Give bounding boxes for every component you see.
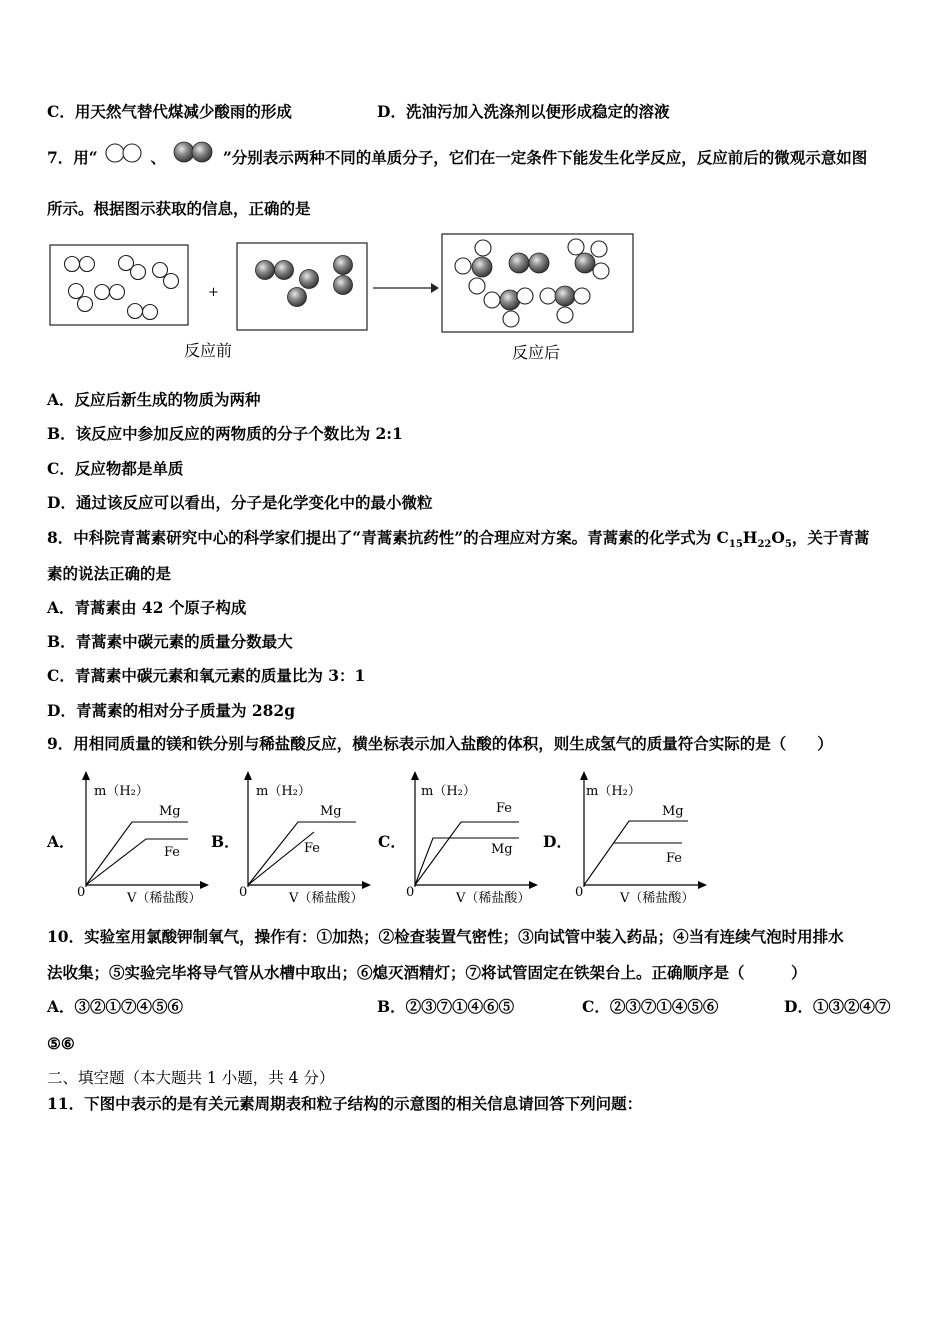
q9-c-top-label: Fe: [496, 801, 513, 816]
q7-stem-line2: 所示。根据图示获取的信息，正确的是: [47, 199, 311, 218]
q9-b-ylabel: m（H₂）: [256, 784, 311, 799]
q9-b-bottom-label: Fe: [304, 841, 321, 856]
q8-sub-o: 5: [784, 539, 792, 551]
q9-stem: 9．用相同质量的镁和铁分别与稀盐酸反应，横坐标表示加入盐酸的体积，则生成氢气的质量符合实际的是（ ）: [47, 734, 833, 753]
q9-d-xlabel: V（稀盐酸）: [620, 891, 695, 906]
q9-graph-a: [72, 770, 212, 910]
gray-molecule-icon: [171, 141, 217, 167]
q9-a-bottom-label: Fe: [164, 845, 181, 860]
q9-c-origin: 0: [406, 885, 415, 900]
q9-a-top-label: Mg: [159, 804, 181, 819]
q9-graph-d-letter: D．: [543, 832, 572, 851]
q10-stem-line1: 10．实验室用氯酸钾制氧气，操作有：①加热；②检查装置气密性；③向试管中装入药品；④当有连续气泡时用排水: [47, 927, 844, 946]
q8-formula-h: H: [742, 528, 758, 547]
q9-d-ylabel: m（H₂）: [586, 784, 641, 799]
q9-a-origin: 0: [77, 885, 86, 900]
q7-stem-line1: [47, 148, 867, 168]
q10-stem-line2: 法收集；⑤实验完毕将导气管从水槽中取出；⑥熄灭酒精灯；⑦将试管固定在铁架台上。正确顺序是（ ）: [47, 963, 807, 982]
q10-option-c: C．②③⑦①④⑤⑥: [582, 997, 719, 1016]
q10-option-b: B．②③⑦①④⑥⑤: [377, 997, 515, 1016]
q8-sub-c: 15: [728, 539, 743, 551]
plus-sign: +: [208, 285, 219, 300]
q10-option-a: A．③②①⑦④⑤⑥: [47, 997, 184, 1016]
white-molecule-icon: [103, 143, 145, 167]
caption-before: 反应前: [184, 341, 233, 360]
section2-title: 二、填空题（本大题共 1 小题，共 4 分）: [47, 1069, 335, 1087]
q7-option-b: B．该反应中参加反应的两物质的分子个数比为 2:1: [47, 424, 403, 443]
q9-b-top-label: Mg: [320, 804, 342, 819]
q8-stem-line1: [47, 528, 869, 555]
q7-stem-suffix: ”分别表示两种不同的单质分子，它们在一定条件下能发生化学反应，反应前后的微观示意如图: [222, 148, 868, 167]
q8-option-b: B．青蒿素中碳元素的质量分数最大: [47, 632, 293, 651]
q9-c-xlabel: V（稀盐酸）: [456, 891, 531, 906]
caption-after: 反应后: [512, 343, 561, 362]
q8-formula-o: O: [771, 528, 785, 547]
q9-graph-d: [570, 770, 710, 910]
q10-option-d-cont: ⑤⑥: [47, 1034, 75, 1053]
q7-stem-prefix: 7．用“: [47, 148, 98, 167]
q8-stem-line2: 素的说法正确的是: [47, 564, 172, 583]
q9-a-ylabel: m（H₂）: [94, 784, 149, 799]
q9-a-xlabel: V（稀盐酸）: [127, 891, 202, 906]
q9-graph-a-letter: A．: [47, 832, 75, 851]
q9-b-origin: 0: [239, 885, 248, 900]
q9-d-top-label: Mg: [662, 804, 684, 819]
q8-stem-text: 8．中科院青蒿素研究中心的科学家们提出了“青蒿素抗药性”的合理应对方案。青蒿素的化学式为 C: [47, 528, 729, 547]
q7-option-c: C．反应物都是单质: [47, 459, 184, 478]
q9-d-bottom-label: Fe: [666, 851, 683, 866]
q7-option-a: A．反应后新生成的物质为两种: [47, 390, 261, 409]
q10-option-d: D．①③②④⑦: [784, 997, 891, 1016]
q8-option-d: D．青蒿素的相对分子质量为 282g: [47, 701, 296, 720]
q9-c-ylabel: m（H₂）: [421, 784, 476, 799]
q7-option-d: D．通过该反应可以看出，分子是化学变化中的最小微粒: [47, 493, 433, 512]
q9-d-origin: 0: [575, 885, 584, 900]
q6-option-d: D．洗油污加入洗涤剂以便形成稳定的溶液: [377, 102, 670, 121]
q9-graph-c-letter: C．: [378, 832, 406, 851]
q8-sub-h: 22: [757, 539, 772, 551]
q9-c-bottom-label: Mg: [491, 842, 513, 857]
q9-graph-b-letter: B．: [211, 832, 240, 851]
q7-stem-separator: 、: [150, 148, 167, 167]
q6-option-c: C．用天然气替代煤减少酸雨的形成: [47, 102, 292, 121]
q9-b-xlabel: V（稀盐酸）: [289, 891, 364, 906]
q11-stem: 11．下图中表示的是有关元素周期表和粒子结构的示意图的相关信息请回答下列问题：: [47, 1094, 643, 1113]
q9-graph-b: [234, 770, 374, 910]
q8-option-a: A．青蒿素由 42 个原子构成: [47, 598, 247, 617]
q8-option-c: C．青蒿素中碳元素和氧元素的质量比为 3：1: [47, 666, 366, 685]
q9-graph-c: [401, 770, 541, 910]
q8-stem-tail: ，关于青蒿: [791, 528, 870, 547]
